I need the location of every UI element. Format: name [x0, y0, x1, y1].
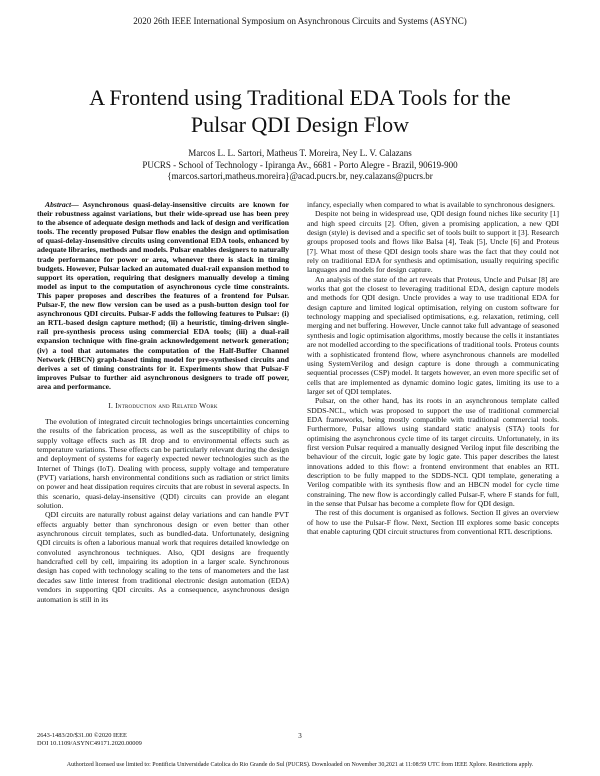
- body-paragraph: An analysis of the state of the art reveals that Proteus, Uncle and Pulsar [8] are works that got the closest to leveraging traditional EDA, design capture models and methods for QDI design. Uncle provides a way to use traditional EDA for design capture and limited logical optimisation, relying on custom software for technology mapping and specialised optimisations, e.g. relaxation, retiming, cell merging and net buffering. However, Uncle cannot take full advantage of seasoned synthesis and logic optimisation algorithms, mostly because the cells it instantiates are not modelled according to the specifications of traditional tools. Proteus counts with a sophisticated frontend flow, where asynchronous channels are modelled using SystemVerilog and design capture is done through a communicating sequential processes (CSP) model. It targets however, an even more specific set of cells that are implemented as dynamic domino logic gates, limiting its use to a larger set of QDI templates.: [307, 274, 559, 396]
- author-names: Marcos L. L. Sartori, Matheus T. Moreira, Ney L. V. Calazans: [188, 148, 412, 158]
- body-paragraph: The rest of this document is organised as follows. Section II gives an overview of how to use the Pulsar-F flow. Next, Section III explores some basic concepts that enable capturing QDI circuit structures from conventional RTL descriptions.: [307, 508, 559, 537]
- section-heading: I. Introduction and Related Work: [108, 400, 218, 410]
- author-emails: {marcos.sartori,matheus.moreira}@acad.pucrs.br, ney.calazans@pucrs.br: [167, 171, 433, 181]
- right-column: [307, 200, 559, 536]
- page-number: 3: [298, 732, 302, 740]
- body-paragraph: The evolution of integrated circuit technologies brings uncertainties concerning the results of the fabrication process, as well as the susceptibility of chips to supply voltage effects such as IR drop and to environmental effects such as temperature variations. These effects can be particularly relevant during the design and deployment of systems for eagerly expected newer technologies such as the Internet of Things (IoT). Dealing with process, supply voltage and temperature (PVT) variations, harsh environmental conditions such as radiation or strict limits on power and heat dissipation requires circuits that are robust in several aspects. In this scenario, quasi-delay-insensitive (QDI) circuits can provide an elegant solution.: [37, 416, 289, 511]
- abstract-lead: Abstract: [45, 200, 72, 209]
- body-paragraph: Pulsar, on the other hand, has its roots in an asynchronous template called SDDS-NCL, which was proposed to support the use of traditional commercial EDA frameworks, being mostly compatible with traditional commercial tools. Furthermore, Pulsar allows using standard static analysis (STA) tools for optimising the asynchronous cycle time of its target circuits. Unfortunately, in its first version Pulsar required a manually designed Verilog input file describing the behaviour of the circuit, logic gate by logic gate. This paper describes the latest innovations added to this flow: a frontend environment that enables an RTL description to be fully mapped to the SDDS-NCL QDI template, generating a Verilog compatible with its synthesis flow and an HBCN model for cycle time constraining. The new flow is accordingly called Pulsar-F, where F stands for full, in the sense that Pulsar has become a complete flow for QDI design.: [307, 396, 559, 508]
- title-line-2: Pulsar QDI Design Flow: [190, 112, 410, 137]
- body-paragraph: infancy, especially when compared to what is available to synchronous designers.: [307, 200, 555, 209]
- abstract-text: — Asynchronous quasi-delay-insensitive circuits are known for their robustness against variations, but their wide-spread use has been prey to the absence of adequate design methods and lack of design and verification tools. The recently proposed Pulsar flow enables the design and optimisation of quasi-delay-insensitive circuits using conventional EDA tools, enhanced by adequate libraries, methods and models. Pulsar enables designers to naturally trade performance for power or area, whenever there is slack in timing budgets. However, Pulsar lacked an automated dual-rail expansion method to support its operation, requiring that designers manually develop a timing model as input to the computation of asynchronous cycle time constraints. This paper proposes and describes the features of a frontend for Pulsar. Pulsar-F, the new flow version can be used as a push-button design tool for asynchronous QDI circuits. Pulsar-F adds the following features to Pulsar: (i) an RTL-based design capture method; (ii) a heuristic, timing-driven single-rail pre-synthesis process using commercial EDA tools; (iii) a dual-rail expansion technique with fine-grain acknowledgement network generation; (iv) a tool that automates the computation of the Half-Buffer Channel Network (HBCN) graph-based timing model for pre-synthesised circuits and derives a set of timing constraints for it. Experiments show that Pulsar-F improves Pulsar to further aid asynchronous designers to trade off power, area and performance.: [37, 200, 289, 391]
- license-notice: Authorized licensed use limited to: Pontificia Universidade Catolica do Rio Grande do Sul (PUCRS). Downloaded on November 30,2021 at 11:08:59 UTC from IEEE Xplore. Restrictions apply.: [66, 762, 534, 768]
- affiliation: PUCRS - School of Technology - Ipiranga Av., 6681 - Porto Alegre - Brazil, 90619-900: [142, 159, 458, 170]
- left-column: [37, 200, 289, 604]
- title-line-1: A Frontend using Traditional EDA Tools for the: [89, 85, 511, 110]
- body-paragraph: QDI circuits are naturally robust against delay variations and can handle PVT effects arguably better than synchronous design or even better than other asynchronous circuit templates, such as bundled-data. Unfortunately, designing QDI circuits is often a laborious manual work that requires detailed knowledge on convoluted asynchronous techniques. Also, QDI designs are frequently handcrafted cell by cell, impairing its adoption in a larger scale. Synchronous design has coped with technology scaling to the tens of manometers and the last decades saw little interest from traditional electronic design automation (EDA) vendors in supporting QDI circuits. As a consequence, asynchronous design automation is still in its: [37, 510, 289, 604]
- body-paragraph: Despite not being in widespread use, QDI design found niches like security [1] and high speed circuits [2]. Often, given a promising application, a new QDI design (style) is devised and a specific set of tools built to support it [3]. Research groups proposed tools and flows like Balsa [4], Teak [5], Uncle [6] and Proteus [7]. What most of these QDI design tools share was the fact that they could not rely on traditional EDA for synthesis and optimisation, usually requiring specific languages and models for design capture.: [307, 209, 559, 275]
- author-block: [0, 148, 600, 183]
- abstract: [37, 200, 289, 391]
- conference-header: 2020 26th IEEE International Symposium on Asynchronous Circuits and Systems (ASYNC): [133, 16, 467, 26]
- issn-price: 2643-1483/20/$31.00 ©2020 IEEE: [37, 732, 127, 739]
- doi: DOI 10.1109/ASYNC49171.2020.00009: [37, 740, 142, 747]
- paper-title: [40, 84, 560, 138]
